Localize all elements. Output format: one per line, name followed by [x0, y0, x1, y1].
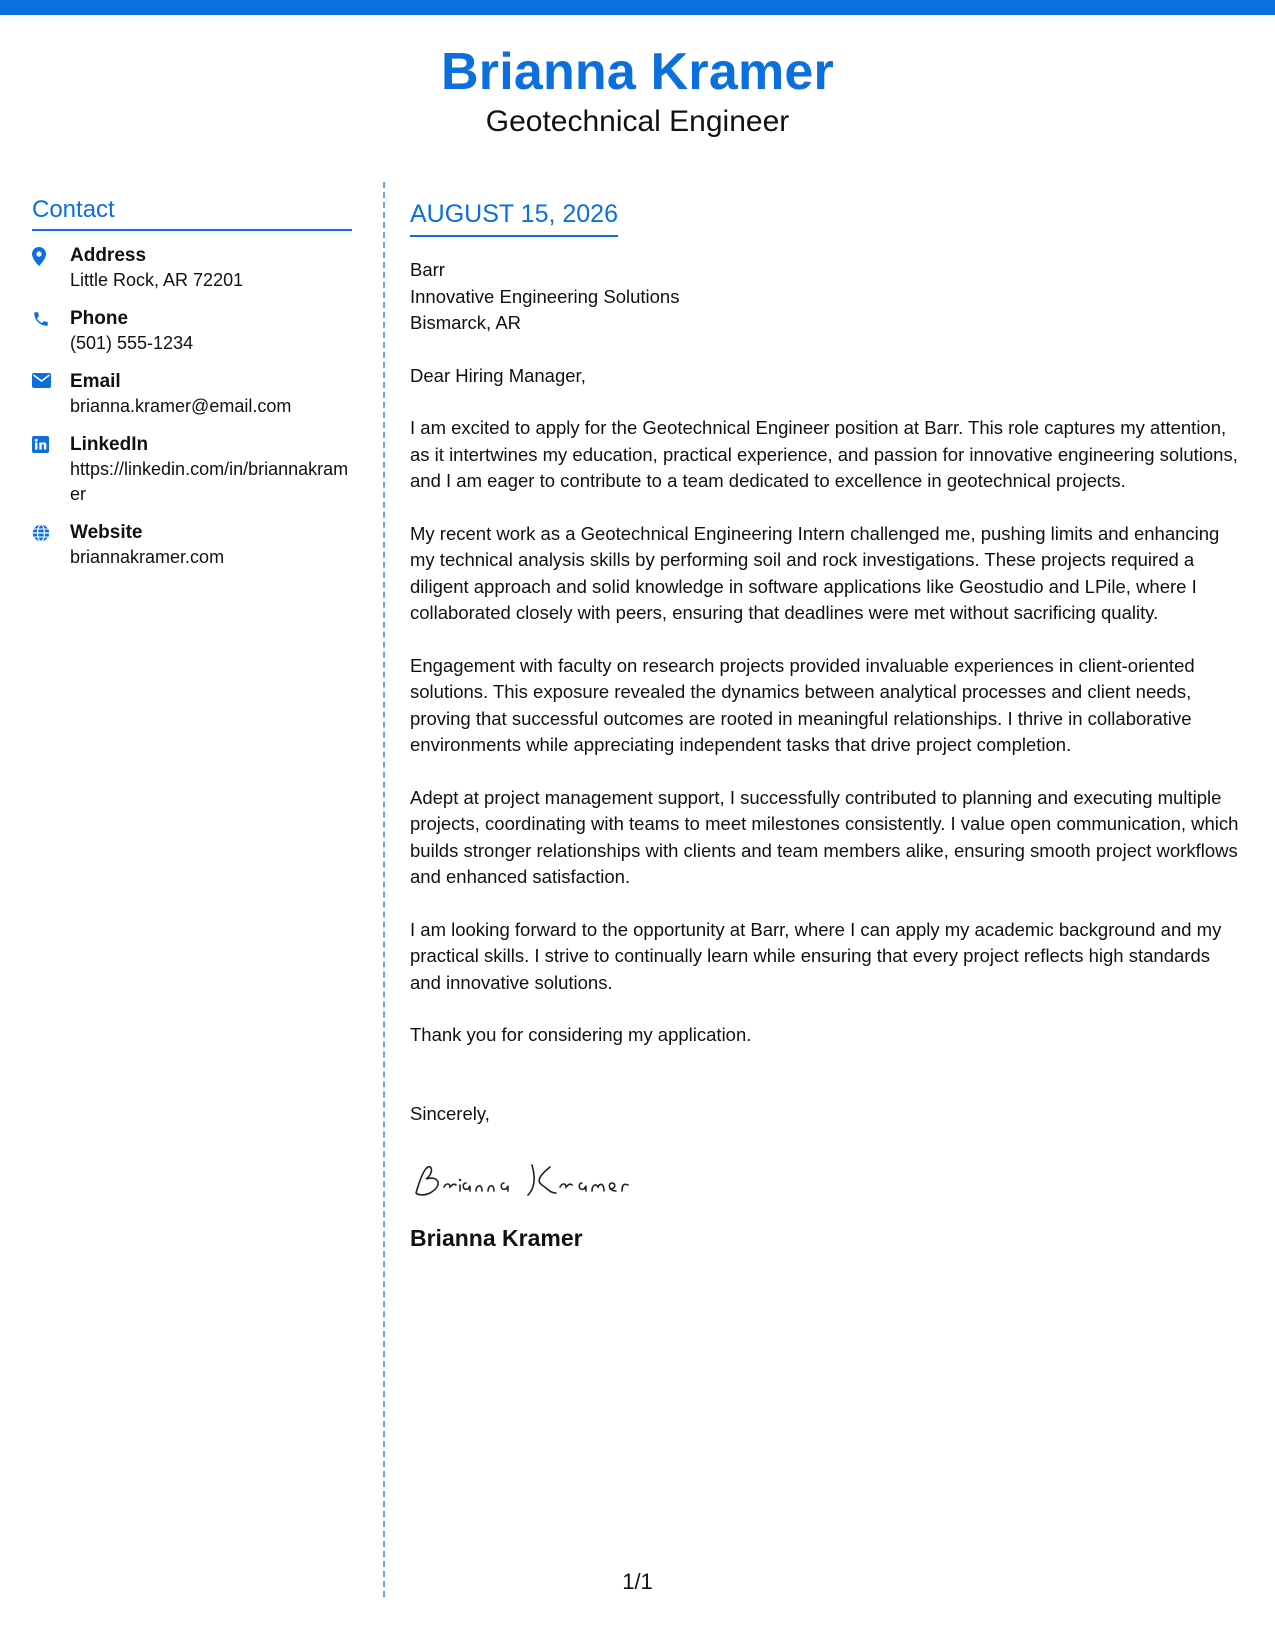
contact-sidebar	[32, 195, 352, 583]
paragraph: I am excited to apply for the Geotechnical Engineer position at Barr. This role captures my attention, as it intertwines my education, practical experience, and passion for innovative engineering solutions, and I am eager to contribute to a team dedicated to excellence in geotechnical projects.	[410, 417, 1238, 491]
contact-label: Phone	[70, 308, 129, 329]
phone-value: (501) 555-1234	[70, 333, 194, 353]
contact-list	[32, 243, 352, 570]
address-value: Little Rock, AR 72201	[70, 270, 244, 290]
top-accent-bar	[0, 0, 1275, 15]
contact-label: Website	[70, 522, 143, 543]
globe-icon	[32, 520, 70, 570]
column-divider	[383, 182, 385, 1597]
phone-icon	[32, 306, 70, 356]
recipient-department: Innovative Engineering Solutions	[410, 285, 680, 307]
paragraph: Engagement with faculty on research projects provided invaluable experiences in client-oriented solutions. This exposure revealed the dynamics between analytical processes and client needs, proving that successful outcomes are rooted in meaningful relationships. I thrive in collaborative environments while appreciating independent tasks that drive project completion.	[410, 654, 1195, 755]
linkedin-value[interactable]: https://linkedin.com/in/briannakramer	[70, 459, 349, 504]
applicant-name: Brianna Kramer	[441, 43, 834, 101]
thank-you-line: Thank you for considering my application.	[410, 1024, 752, 1045]
email-icon	[32, 369, 70, 419]
email-value: brianna.kramer@email.com	[70, 396, 292, 416]
signer-name: Brianna Kramer	[410, 1225, 583, 1251]
page-number: 1/1	[622, 1569, 653, 1594]
paragraph: I am looking forward to the opportunity at Barr, where I can apply my academic background and my practical skills. I strive to continually learn while ensuring that every project reflects high standards and innovative solutions.	[410, 918, 1222, 993]
paragraph: My recent work as a Geotechnical Engineering Intern challenged me, pushing limits and enhancing my technical analysis skills by performing soil and rock investigations. These projects required a diligent approach and solid knowledge in software applications like Geostudio and LPile, where I collaborated closely with peers, ensuring that deadlines were met without sacrificing quality.	[410, 522, 1220, 623]
salutation: Dear Hiring Manager,	[410, 364, 586, 386]
map-pin-icon	[32, 243, 70, 293]
applicant-title: Geotechnical Engineer	[485, 105, 790, 138]
contact-email	[32, 369, 352, 419]
linkedin-icon	[32, 432, 70, 507]
contact-phone	[32, 306, 352, 356]
letter-body	[410, 198, 1242, 1253]
handwritten-signature	[410, 1149, 1242, 1209]
contact-linkedin	[32, 432, 352, 507]
contact-label: Address	[70, 245, 147, 266]
recipient-company: Barr	[410, 259, 445, 280]
recipient-block	[410, 257, 1242, 337]
letter-date: AUGUST 15, 2026	[410, 198, 618, 237]
paragraph: Adept at project management support, I successfully contributed to planning and executing multiple projects, coordinating with teams to meet milestones consistently. I value open communication, which builds stronger relationships with clients and team members alike, ensuring smooth project workflows and enhanced satisfaction.	[410, 786, 1239, 887]
letter-header	[0, 42, 1275, 140]
contact-heading: Contact	[32, 195, 352, 231]
contact-label: Email	[70, 371, 121, 392]
recipient-location: Bismarck, AR	[410, 312, 522, 333]
contact-website	[32, 520, 352, 570]
website-value[interactable]: briannakramer.com	[70, 547, 225, 567]
closing: Sincerely,	[410, 1102, 490, 1124]
contact-address	[32, 243, 352, 293]
contact-label: LinkedIn	[70, 434, 149, 455]
